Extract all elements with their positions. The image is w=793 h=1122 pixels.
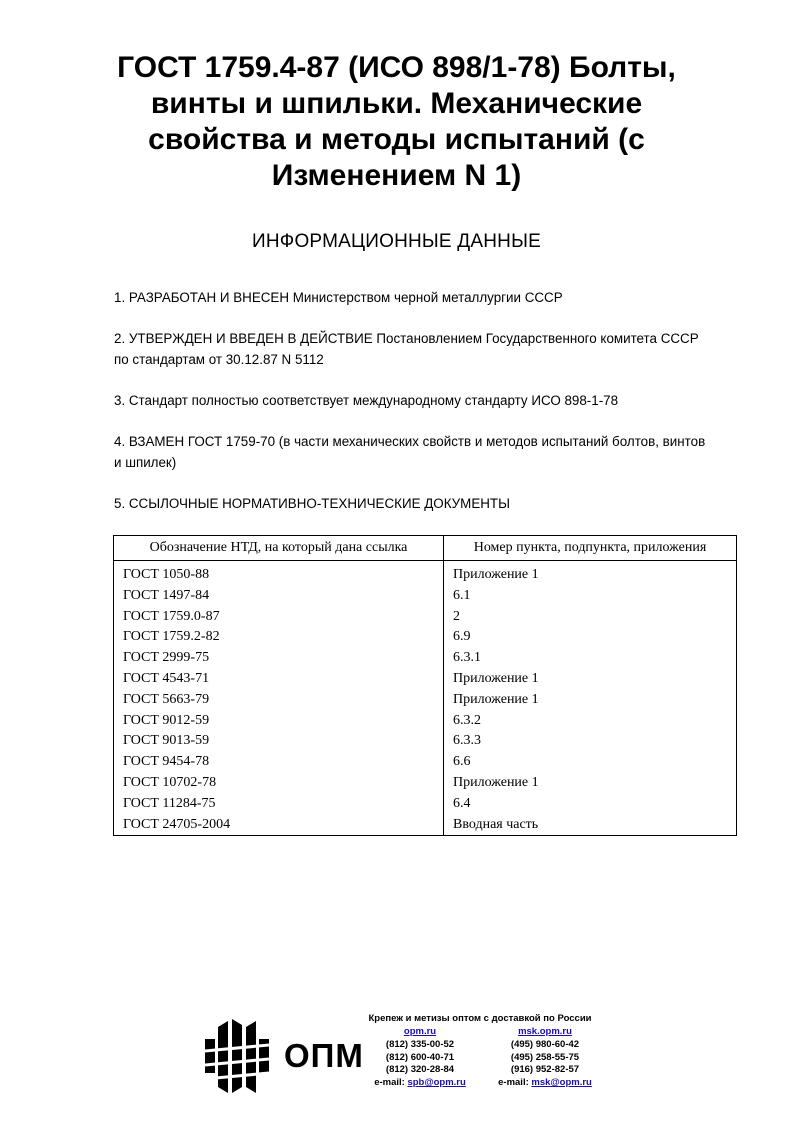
contacts-spb <box>370 1026 470 1090</box>
table-row <box>114 586 737 607</box>
email-line-msk <box>490 1077 600 1090</box>
email-link-msk[interactable]: msk@opm.ru <box>531 1077 592 1089</box>
table-row <box>114 648 737 669</box>
cell-document: ГОСТ 11284-75 <box>114 794 444 815</box>
email-label: e-mail: <box>498 1077 529 1089</box>
column-header-clause: Номер пункта, подпункта, приложения <box>444 536 737 561</box>
cell-document: ГОСТ 9012-59 <box>114 711 444 732</box>
table-body <box>114 561 737 836</box>
document-title: ГОСТ 1759.4-87 (ИСО 898/1-78) Болты, винты и шпильки. Механические свойства и методы испытаний (с Изменением N 1) <box>117 51 676 192</box>
info-item-5: 5. ССЫЛОЧНЫЕ НОРМАТИВНО-ТЕХНИЧЕСКИЕ ДОКУМЕНТЫ <box>114 496 510 511</box>
phone-spb-1: (812) 335-00-52 <box>385 1038 455 1050</box>
info-item-3: 3. Стандарт полностью соответствует международному стандарту ИСО 898-1-78 <box>114 393 619 408</box>
cell-document: ГОСТ 5663-79 <box>114 690 444 711</box>
cell-clause: 6.3.2 <box>444 711 737 732</box>
cell-clause: Приложение 1 <box>444 690 737 711</box>
table-header-row <box>114 536 737 561</box>
table-row <box>114 627 737 648</box>
table-row <box>114 731 737 752</box>
cell-document: ГОСТ 4543-71 <box>114 669 444 690</box>
cell-clause: Приложение 1 <box>444 561 737 586</box>
cell-document: ГОСТ 9454-78 <box>114 752 444 773</box>
table-row <box>114 711 737 732</box>
section-heading: ИНФОРМАЦИОННЫЕ ДАННЫЕ <box>252 231 541 252</box>
table-row <box>114 815 737 836</box>
cell-document: ГОСТ 1497-84 <box>114 586 444 607</box>
phone-msk-3: (916) 952-82-57 <box>510 1064 580 1076</box>
info-item-1: 1. РАЗРАБОТАН И ВНЕСЕН Министерством черной металлургии СССР <box>114 290 563 305</box>
info-item-2: 2. УТВЕРЖДЕН И ВВЕДЕН В ДЕЙСТВИЕ Постановлением Государственного комитета СССР по стандартам от 30.12.87 N 5112 <box>114 331 699 367</box>
cell-document: ГОСТ 1050-88 <box>114 561 444 586</box>
cell-document: ГОСТ 1759.0-87 <box>114 607 444 628</box>
table-row <box>114 607 737 628</box>
cell-document: ГОСТ 9013-59 <box>114 731 444 752</box>
phone-msk-2: (495) 258-55-75 <box>510 1051 580 1063</box>
site-link-spb[interactable]: opm.ru <box>403 1026 437 1037</box>
table-row <box>114 561 737 586</box>
table-row <box>114 794 737 815</box>
cell-clause: 6.3.1 <box>444 648 737 669</box>
logo-wordmark: ОПМ <box>284 1037 364 1074</box>
cell-document: ГОСТ 24705-2004 <box>114 815 444 836</box>
cell-clause: Приложение 1 <box>444 669 737 690</box>
contacts-msk <box>490 1026 600 1090</box>
table-row <box>114 773 737 794</box>
phone-spb-3: (812) 320-28-84 <box>385 1064 455 1076</box>
cell-clause: 6.6 <box>444 752 737 773</box>
phone-msk-1: (495) 980-60-42 <box>510 1038 580 1050</box>
footer-tagline: Крепеж и метизы оптом с доставкой по России <box>368 1013 592 1024</box>
info-item-4: 4. ВЗАМЕН ГОСТ 1759-70 (в части механических свойств и методов испытаний болтов, винтов и шпилек) <box>114 434 706 470</box>
cell-document: ГОСТ 10702-78 <box>114 773 444 794</box>
cell-clause: Вводная часть <box>444 815 737 836</box>
email-line-spb <box>370 1077 470 1090</box>
footer <box>200 1012 610 1112</box>
table-row <box>114 690 737 711</box>
cell-clause: 2 <box>444 607 737 628</box>
table-row <box>114 669 737 690</box>
cell-clause: 6.1 <box>444 586 737 607</box>
info-items <box>114 287 714 534</box>
column-header-document: Обозначение НТД, на который дана ссылка <box>114 536 444 561</box>
email-link-spb[interactable]: spb@opm.ru <box>407 1077 466 1089</box>
cell-clause: 6.4 <box>444 794 737 815</box>
site-link-msk[interactable]: msk.opm.ru <box>518 1026 572 1037</box>
cell-document: ГОСТ 2999-75 <box>114 648 444 669</box>
email-label: e-mail: <box>374 1077 405 1089</box>
cell-document: ГОСТ 1759.2-82 <box>114 627 444 648</box>
cell-clause: Приложение 1 <box>444 773 737 794</box>
cell-clause: 6.9 <box>444 627 737 648</box>
opm-logo-icon <box>205 1017 269 1095</box>
references-table <box>113 535 737 836</box>
cell-clause: 6.3.3 <box>444 731 737 752</box>
phone-spb-2: (812) 600-40-71 <box>385 1051 455 1063</box>
table-row <box>114 752 737 773</box>
